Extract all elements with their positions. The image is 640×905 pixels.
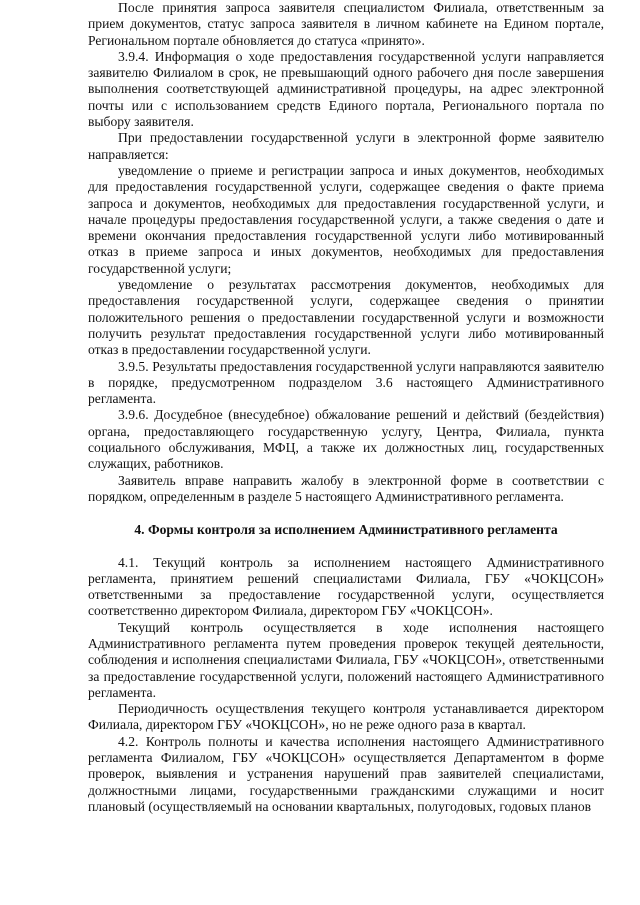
paragraph-4-2: 4.2. Контроль полноты и качества исполнения настоящего Административного регламента Филиалом, ГБУ «ЧОКЦСОН» осуществляется Департаментом в форме проверок, выявления и устранения нарушений прав заявителей специалистами, должностными лицами, государственными гражданскими служащими и носит плановый (осуществляемый на основании квартальных, полугодовых, годовых планов [88,733,604,814]
paragraph-request-accepted: После принятия запроса заявителя специалистом Филиала, ответственным за прием документов, статус запроса заявителя в личном кабинете на Едином портале, Региональном портале обновляется до статуса «принято». [88,0,604,48]
paragraph-4-1: 4.1. Текущий контроль за исполнением настоящего Административного регламента, принятием решений специалистами Филиала, ГБУ «ЧОКЦСОН» ответственными за предоставление государственной услуги, осуществляется соответственно директором Филиала, директором ГБУ «ЧОКЦСОН». [88,554,604,619]
paragraph-electronic-form: При предоставлении государственной услуги в электронной форме заявителю направляется: [88,130,604,162]
paragraph-3-9-5: 3.9.5. Результаты предоставления государственной услуги направляются заявителю в порядке, предусмотренном подразделом 3.6 настоящего Административного регламента. [88,358,604,407]
paragraph-notification-results: уведомление о результатах рассмотрения документов, необходимых для предоставления государственной услуги, содержащее сведения о принятии положительного решения о предоставлении государственной услуги и возможности получить результат предоставления государственной услуги либо мотивированный отказ в предоставлении государственной услуги. [88,277,604,358]
paragraph-complaint: Заявитель вправе направить жалобу в электронной форме в соответствии с порядком, определенным в разделе 5 настоящего Административного регламента. [88,472,604,504]
section-heading-4: 4. Формы контроля за исполнением Административного регламента [134,522,558,538]
paragraph-current-control: Текущий контроль осуществляется в ходе исполнения настоящего Административного регламента путем проведения проверок текущей деятельности, соблюдения и исполнения специалистами Филиала, ГБУ «ЧОКЦСОН», ответственными за предоставление государственной услуги, положений настоящего Административного регламента. [88,619,604,700]
paragraph-3-9-6: 3.9.6. Досудебное (внесудебное) обжалование решений и действий (бездействия) органа, предоставляющего государственную услугу, Центра, Филиала, пункта социального обслуживания, МФЦ, а также их должностных лиц, государственных служащих, работников. [88,407,604,472]
document-body [88,0,604,815]
paragraph-periodicity: Периодичность осуществления текущего контроля устанавливается директором Филиала, директором ГБУ «ЧОКЦСОН», но не реже одного раза в квартал. [88,701,604,733]
paragraph-3-9-4: 3.9.4. Информация о ходе предоставления государственной услуги направляется заявителю Филиалом в срок, не превышающий одного рабочего дня после завершения выполнения соответствующей административной процедуры, на адрес электронной почты или с использованием средств Единого портала, Регионального портала по выбору заявителя. [88,48,604,130]
paragraph-notification-receipt: уведомление о приеме и регистрации запроса и иных документов, необходимых для предоставления государственной услуги, содержащее сведения о факте приема запроса и документов, необходимых для предоставления государственной услуги, и начале процедуры предоставления государственной услуги, а также сведения о дате и времени окончания предоставления государственной услуги либо мотивированный отказ в приеме запроса и иных документов, необходимых для предоставления государственной услуги; [88,162,604,276]
